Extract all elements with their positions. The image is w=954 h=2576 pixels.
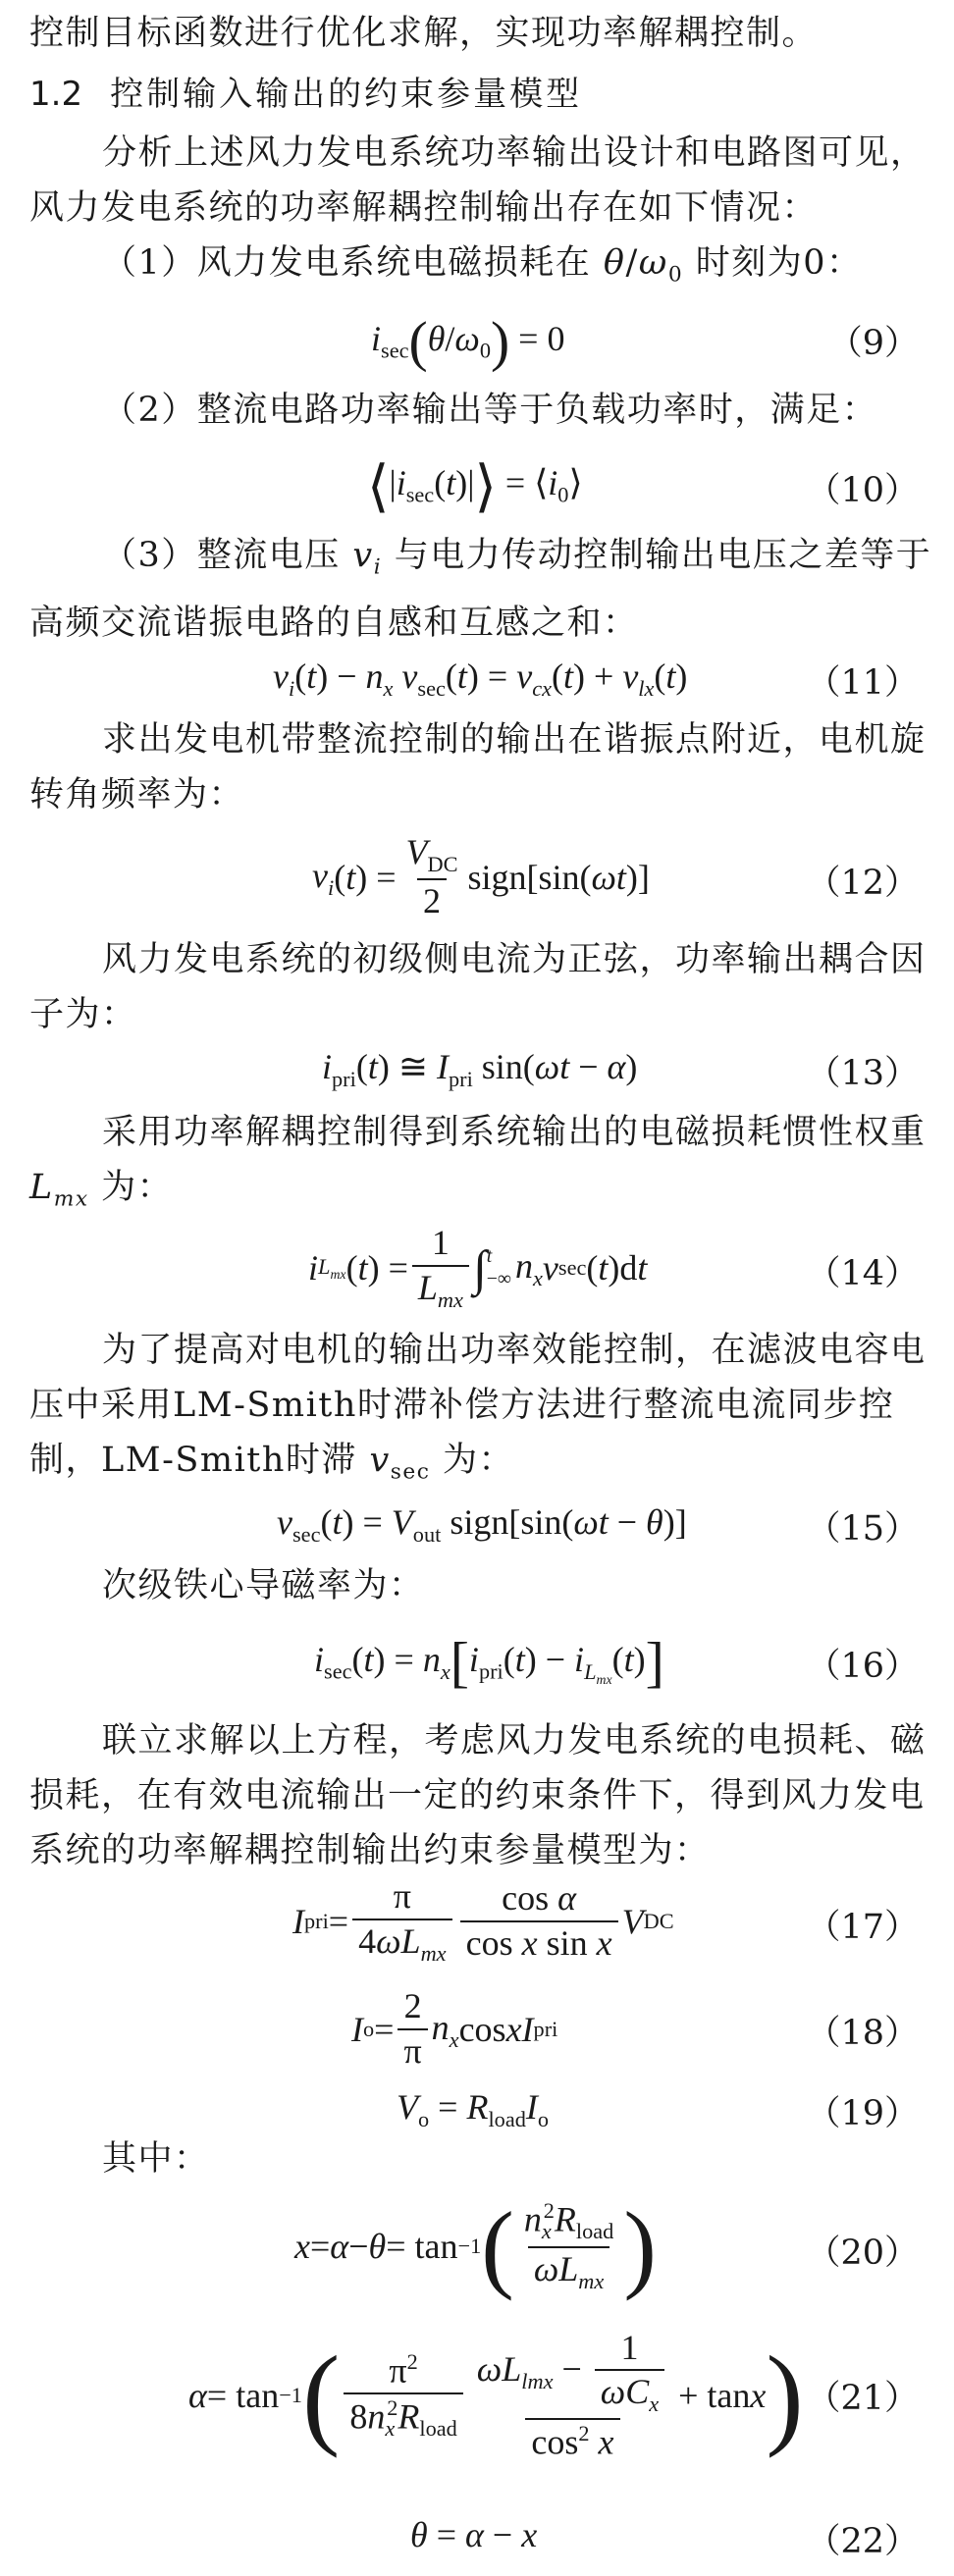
- paragraph-lm-smith: 为了提高对电机的输出功率效能控制，在滤波电容电压中采用LM-Smith时滞补偿方法进行整流电流同步控制，LM-Smith时滞 $v_{sec}$ 为：: [29, 1331, 927, 1485]
- paragraph-speed: 求出发电机带整流控制的输出在谐振点附近，电机旋转角频率为：: [29, 720, 927, 815]
- equation-17: I pri = $\frac{\pi}{4\omega L_{mx}}$ $\frac{\text{cos α}}{\text{cos x sin x}}$ V DC （17）: [292, 1876, 919, 1966]
- paragraph-primary-current: 风力发电系统的初级侧电流为正弦，功率输出耦合因子为：: [29, 940, 927, 1034]
- paragraph-analysis: 分析上述风力发电系统功率输出设计和电路图可见，风力发电系统的功率解耦控制输出存在如下情况：: [29, 133, 927, 228]
- paragraph-condition-2: （2）整流电路功率输出等于负载功率时，满足：: [102, 391, 878, 430]
- equation-13: $i_{pri}(t)$ ≅ $I_{pri}$ sin(ωt − α) （13）: [322, 1047, 919, 1093]
- equation-11: $v_i(t) - n_x$ $v_{sec}(t) = v_{cx}(t) + v_{lx}(t)$ （11）: [273, 657, 919, 703]
- paragraph-joint-solution: 联立求解以上方程，考虑风力发电系统的电损耗、磁损耗，在有效电流输出一定的约束条件下，得到风力发电系统的功率解耦控制输出约束参量模型为：: [29, 1721, 927, 1870]
- equation-12: $v_i$ ( t ) = $\frac{V_{DC}}{2}$ sign[sin( ωt )] （12）: [312, 832, 919, 921]
- paragraph-inertia: 采用功率解耦控制得到系统输出的电磁损耗惯性权重 $L_{mx}$ 为：: [29, 1113, 939, 1212]
- paragraph-condition-3: （3）整流电压 $v_i$ 与电力传动控制输出电压之差等于高频交流谐振电路的自感和互感之和：: [29, 536, 932, 643]
- equation-21: α = tan −1 ( $\frac{\pi^2}{8n_x^2R_{load}}$ $\omega L_{lmx}$ − $\frac{1}{\omega C_x}$ $\cos^2 x$ + tan x ) （21）: [188, 2327, 919, 2462]
- section-number: 1.2: [29, 75, 83, 114]
- section-heading: [29, 67, 582, 122]
- equation-15: $v_{sec}(t) = V_{out}$ sign[sin(ωt − θ)] （15）: [277, 1502, 919, 1549]
- paragraph-where: 其中：: [102, 2139, 210, 2179]
- equation-19: $V_o = R_{load}I_o$ （19）: [397, 2087, 919, 2133]
- paragraph-condition-1: （1）风力发电系统电磁损耗在 $\theta/\omega_0$ 时刻为0：: [102, 243, 863, 288]
- equation-16: $i_{sec}(t) = n_x[i_{pri}(t) - i_{L_{mx}}(t)]$ （16）: [314, 1632, 919, 1694]
- equation-9: $i_{sec}(\theta/\omega_0) = 0$ （9）: [371, 311, 919, 373]
- equation-18: I o = $\frac{2}{\pi}$ $n_x$ cos xI pri （18）: [351, 1986, 919, 2071]
- paragraph-core: 次级铁心导磁率为：: [102, 1566, 425, 1605]
- equation-14: i $L_{mx}$ ( t ) = $\frac{1}{L_{mx}}$ ∫ t −∞ $n_x$ v sec ( t )d t （14）: [308, 1223, 919, 1312]
- equation-22: θ = α − x （22）: [410, 2515, 919, 2561]
- paragraph-intro: 控制目标函数进行优化求解，实现功率解耦控制。: [29, 14, 819, 53]
- equation-10: $⟨|i_{sec}(t)|⟩$ = $⟨i_0⟩$ （10）: [367, 456, 919, 518]
- section-title: 控制输入输出的约束参量模型: [110, 75, 583, 114]
- equation-20: x = α − θ = tan −1 ( $\frac{n_x^2R_{load}}{\omega L_{mx}}$ ) （20）: [294, 2191, 919, 2301]
